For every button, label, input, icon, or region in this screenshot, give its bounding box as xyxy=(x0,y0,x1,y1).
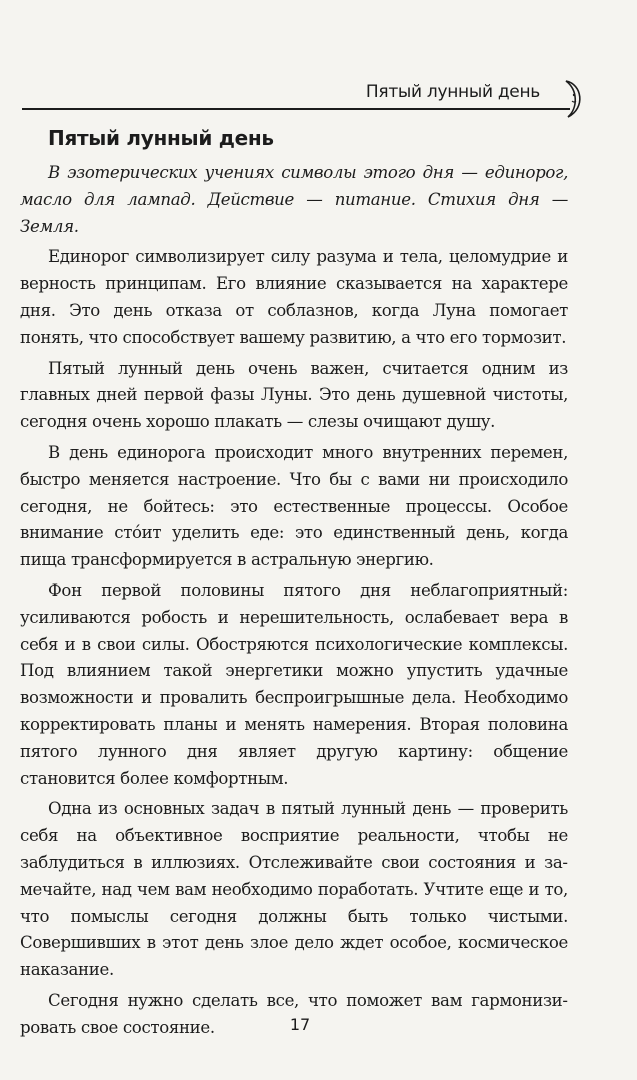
paragraph: Фон первой половины пятого дня неблагоприятный: усиливаются робость и нерешительность, ослабевает вера в себя и в свои силы. Обостряются психологические комплексы. Под влиянием такой энергетики можно упустить удачные возможности и провалить беспроигрышные дела. Необходимо корректировать планы и менять намерения. Вторая половина пятого лунного дня являет другую картину: общение становится более комфортным. xyxy=(20,580,568,788)
running-header xyxy=(22,78,570,110)
paragraph: В день единорога происходит много внутренних перемен, быстро меняется настроение. Что бы с вами ни происходило сегодня, не бойтесь: это естественные процессы. Особое внимание сто́ит уделить еде: это единственный день, когда пища трансформируется в астральную энергию. xyxy=(20,442,568,570)
running-header-title: Пятый лунный день xyxy=(365,82,540,102)
paragraph: Пятый лунный день очень важен, считается одним из главных дней первой фазы Луны. Это день душевной чистоты, сегодня очень хорошо плакать — слезы очищают душу. xyxy=(20,358,568,432)
page-number: 17 xyxy=(289,1015,311,1034)
chapter-title: Пятый лунный день xyxy=(48,126,274,150)
body-text xyxy=(20,160,568,1046)
paragraph: Сегодня нужно сделать все, что поможет вам гармонизировать свое состояние. xyxy=(20,990,568,1037)
epigraph-paragraph: В эзотерических учениях символы этого дня — единорог, масло для лампад. Действие — питание. Стихия дня — Земля. xyxy=(20,163,568,236)
paragraph: Единорог символизирует силу разума и тела, целомудрие и верность принципам. Его влияние сказывается на характере дня. Это день отказа от соблазнов, когда Луна помогает понять, что способствует вашему развитию, а что его тормозит. xyxy=(20,247,568,347)
crescent-moon-icon xyxy=(560,78,588,120)
paragraph: Одна из основных задач в пятый лунный день — проверить себя на объективное восприятие реальности, чтобы не заблудиться в иллюзиях. Отслеживайте свои состояния и замечайте, над чем вам необходимо поработать. Учтите еще и то, что помыслы сегодня должны быть только чистыми. Совершивших в этот день злое дело ждет особое, космическое наказание. xyxy=(20,799,568,980)
